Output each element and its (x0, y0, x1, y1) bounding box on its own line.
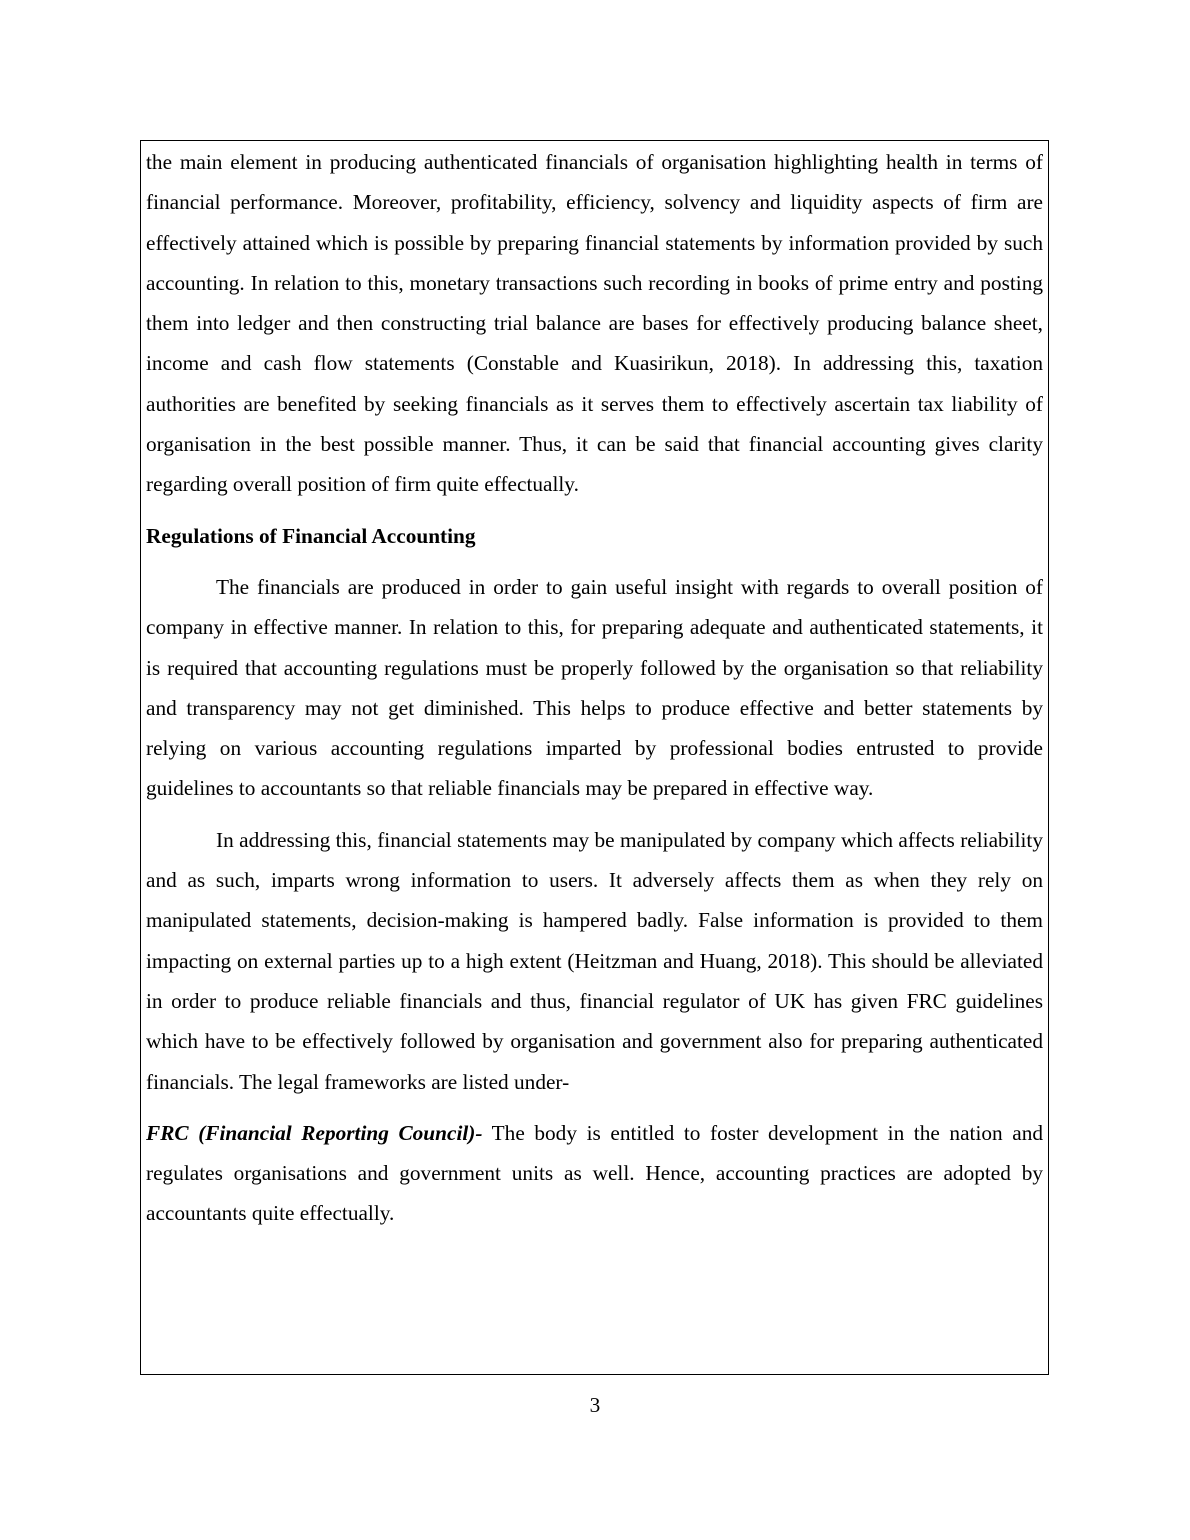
frc-description: The body is entitled to foster development in the nation and regulates organisations and government units as well. Hence, accounting practices are adopted by accountants quite effectually. (146, 1120, 1043, 1226)
page-number: 3 (589, 1393, 601, 1417)
frc-term: FRC (Financial Reporting Council)- (146, 1120, 483, 1145)
frc-paragraph (146, 1113, 1043, 1234)
regulations-paragraph-2: In addressing this, financial statements may be manipulated by company which affects reliability and as such, imparts wrong information to users. It adversely affects them as when they rely on manipulated statements, decision-making is hampered badly. False information is provided to them impacting on external parties up to a high extent (Heitzman and Huang, 2018). This should be alleviated in order to produce reliable financials and thus, financial regulator of UK has given FRC guidelines which have to be effectively followed by organisation and government also for preparing authenticated financials. The legal frameworks are listed under- (146, 827, 1043, 1094)
regulations-paragraph-1: The financials are produced in order to gain useful insight with regards to overall position of company in effective manner. In relation to this, for preparing adequate and authenticated statements, it is required that accounting regulations must be properly followed by the organisation so that reliability and transparency may not get diminished. This helps to produce effective and better statements by relying on various accounting regulations imparted by professional bodies entrusted to provide guidelines to accountants so that reliable financials may be prepared in effective way. (146, 574, 1043, 801)
page-content-box (140, 140, 1049, 1375)
section-heading: Regulations of Financial Accounting (146, 523, 476, 548)
intro-paragraph: the main element in producing authenticated financials of organisation highlighting health in terms of financial performance. Moreover, profitability, efficiency, solvency and liquidity aspects of firm are effectively attained which is possible by preparing financial statements by information provided by such accounting. In relation to this, monetary transactions such recording in books of prime entry and posting them into ledger and then constructing trial balance are bases for effectively producing balance sheet, income and cash flow statements (Constable and Kuasirikun, 2018). In addressing this, taxation authorities are benefited by seeking financials as it serves them to effectively ascertain tax liability of organisation in the best possible manner. Thus, it can be said that financial accounting gives clarity regarding overall position of firm quite effectually. (146, 150, 1043, 497)
